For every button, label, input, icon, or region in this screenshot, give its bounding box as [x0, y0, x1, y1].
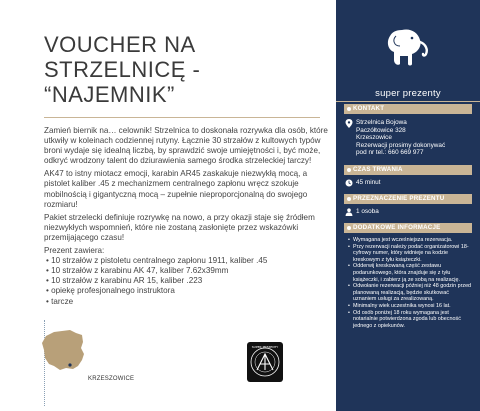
duration-info	[344, 179, 474, 188]
list-item: • Minimalny wiek uczestnika wynosi 16 lat.	[348, 303, 472, 310]
person-icon	[345, 208, 353, 216]
section-heading-label: CZAS TRWANIA	[353, 166, 403, 173]
contact-info	[344, 119, 474, 159]
list-item: • Odderwij kreskowaną część zestawu podarunkowego, która znajduje się z tyłu książeczki, i zabierz ją ze sobą na realizację.	[348, 263, 472, 283]
description-paragraph: Zamień biernik na… celownik! Strzelnica to doskonała rozrywka dla osób, które utkwiły w koleinach codziennej rutyny. Łącznie 30 strzałów z kultowych typów broni wydaje się idealną liczbą, by sprawdzić swoje umiejętności i, być może, odkryć wrodzony talent do dziurawienia samego środka strzeleckiej tarczy!	[44, 126, 328, 166]
poland-map-icon	[40, 328, 86, 372]
list-item: • 10 strzałów z pistoletu centralnego zapłonu 1911, kaliber .45	[46, 256, 268, 266]
duration-value: 45 minut	[356, 179, 381, 186]
location-pin-icon	[345, 119, 353, 128]
clock-icon	[345, 179, 353, 187]
bullet-icon	[347, 226, 351, 230]
badge-text: SUPER PREZENTY	[251, 345, 279, 349]
extra-notes	[348, 237, 472, 329]
contact-line: Rezerwacji prosimy dokonywać	[356, 141, 446, 149]
bullet-icon	[347, 107, 351, 111]
contact-line: Krzeszowice	[356, 134, 392, 141]
section-heading-recipients	[344, 194, 472, 204]
bullet-icon	[347, 197, 351, 201]
title-divider	[44, 117, 320, 118]
list-item: • Odwołanie rezerwacji później niż 48 godzin przed planowaną realizacją, będzie skutkować uznaniem usługi za zrealizowaną.	[348, 283, 472, 303]
list-item: • 10 strzałów z karabinu AK 47, kaliber 7.62x39mm	[46, 266, 229, 276]
location-marker-icon	[68, 363, 71, 366]
bullet-icon	[347, 168, 351, 172]
brand-name: super prezenty	[375, 88, 441, 99]
description-paragraph: AK47 to istny miotacz emocji, karabin AR45 zaskakuje niezwykłą mocą, a pistolet kaliber .45 z mechanizmem centralnego zapłonu wręcz szokuje mobilnością i gigantyczną mocą – zupełnie nieproporcjonalną do swojego rozmiaru!	[44, 169, 308, 209]
description-paragraph: Pakiet strzelecki definiuje rozrywkę na nowo, a przy okazji staje się źródłem niezwykłych wspomnień, które nie zostaną zasłonięte przez wskazówki przemijającego czasu!	[44, 212, 315, 242]
section-heading-duration	[344, 165, 472, 175]
includes-list	[44, 256, 330, 306]
description	[44, 126, 330, 307]
section-heading-label: PRZEZNACZENIE PREZENTU	[353, 195, 445, 202]
list-item: • Wymagana jest wcześniejsza rezerwacja.	[348, 237, 472, 244]
brand-divider	[336, 101, 480, 102]
contact-details	[356, 119, 474, 157]
contact-line: Paczółtowice 328	[356, 126, 406, 134]
list-item: • opiekę profesjonalnego instruktora	[46, 286, 175, 296]
list-item: • Od osób poniżej 18 roku wymagana jest notarialnie potwierdzona zgoda lub obecność jednego z opiekunów.	[348, 310, 472, 330]
brand-seal-icon	[245, 340, 285, 384]
location-label: KRZESZOWICE	[88, 376, 135, 382]
includes-label: Prezent zawiera:	[44, 246, 105, 256]
contact-phone[interactable]: pod nr tel.: 660 669 977	[356, 149, 424, 156]
page-title: VOUCHER NA STRZELNICĘ - “NAJEMNIK”	[44, 32, 201, 107]
list-item: • 10 strzałów z karabinu AR 15, kaliber .223	[46, 276, 203, 286]
notes-list	[348, 237, 472, 329]
list-item: • Przy rezerwacji należy podać organizatorowi 18-cyfrowy numer, który widnieje na kodzie kreskowym z tyłu książeczki.	[348, 244, 472, 264]
section-heading-label: DODATKOWE INFORMACJE	[353, 224, 441, 231]
info-sidebar	[336, 0, 480, 411]
section-heading-extra	[344, 223, 472, 233]
section-heading-label: KONTAKT	[353, 105, 385, 112]
list-item: • tarcze	[46, 296, 74, 306]
elephant-logo-icon	[382, 24, 434, 82]
contact-line: Strzelnica Bojowa	[356, 119, 407, 126]
recipients-value: 1 osoba	[356, 208, 379, 215]
section-heading-contact	[344, 104, 472, 114]
recipients-info	[344, 208, 474, 217]
